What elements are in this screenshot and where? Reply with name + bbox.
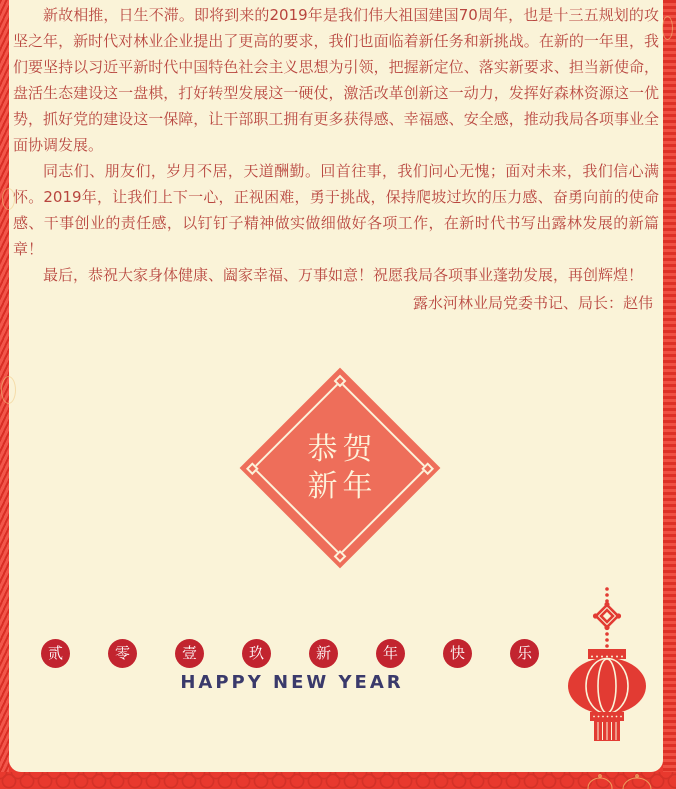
- greeting-circle: [443, 639, 472, 668]
- new-year-diamond-badge: [240, 368, 441, 569]
- greeting-circle: [510, 639, 539, 668]
- gold-cloud-motif-icon: [1, 376, 16, 404]
- greeting-circle-char: 壹: [181, 644, 197, 662]
- greeting-circle: [376, 639, 405, 668]
- greeting-circle-char: 年: [382, 644, 398, 662]
- english-greeting: HAPPY NEW YEAR: [180, 672, 404, 693]
- lantern-icon: [567, 586, 647, 746]
- gold-cloud-motif-icon: [2, 188, 15, 210]
- diamond-corner-icon: [334, 374, 347, 387]
- gold-lantern-outline-icon: [575, 772, 670, 789]
- diamond-corner-icon: [246, 462, 259, 475]
- right-border: [663, 0, 676, 789]
- letter-body: [13, 2, 659, 288]
- greeting-circle: [309, 639, 338, 668]
- greeting-circle-char: 乐: [516, 644, 532, 662]
- greeting-circle-char: 零: [114, 644, 130, 662]
- greeting-circles-row: [41, 639, 539, 668]
- gold-cloud-motif-icon: [662, 16, 673, 40]
- diamond-corner-icon: [334, 549, 347, 562]
- greeting-circle: [108, 639, 137, 668]
- greeting-circle-char: 新: [315, 644, 331, 662]
- letter-paragraph: 同志们、朋友们，岁月不居，天道酬勤。回首往事，我们问心无愧；面对未来，我们信心满怀。2019年，让我们上下一心，正视困难，勇于挑战，保持爬坡过坎的压力感、奋勇向前的使命感、干事创业的责任感，以钉钉子精神做实做细做好各项工作，在新时代书写出露林发展的新篇章！: [13, 162, 659, 258]
- greeting-circle-char: 贰: [47, 644, 63, 662]
- signature: 露水河林业局党委书记、局长：赵伟: [412, 294, 653, 312]
- greeting-circle-char: 快: [449, 644, 465, 662]
- diamond-greeting-text: [269, 397, 411, 539]
- diamond-greeting-line1: 恭贺: [307, 432, 378, 467]
- letter-paragraph: 最后，恭祝大家身体健康、阖家幸福、万事如意！祝愿我局各项事业蓬勃发展，再创辉煌！: [43, 266, 644, 284]
- letter-paragraph: 新故相推，日生不滞。即将到来的2019年是我们伟大祖国建国70周年，也是十三五规划的攻坚之年，新时代对林业企业提出了更高的要求，我们也面临着新任务和新挑战。在新的一年里，我们要坚持以习近平新时代中国特色社会主义思想为引领，把握新定位、落实新要求、担当新使命，盘活生态建设这一盘棋，打好转型发展这一硬仗，激活改革创新这一动力，发挥好森林资源这一优势，抓好党的建设这一保障，让干部职工拥有更多获得感、幸福感、安全感，推动我局各项事业全面协调发展。: [13, 6, 659, 154]
- chinese-knot-icon: [596, 605, 618, 627]
- diamond-corner-icon: [421, 462, 434, 475]
- letter-paper: [9, 0, 663, 772]
- greeting-circle: [242, 639, 271, 668]
- greeting-circle: [175, 639, 204, 668]
- diamond-greeting-line2: 新年: [307, 469, 378, 504]
- letter-signature-row: [13, 290, 659, 316]
- greeting-circle-char: 玖: [248, 644, 264, 662]
- greeting-circle: [41, 639, 70, 668]
